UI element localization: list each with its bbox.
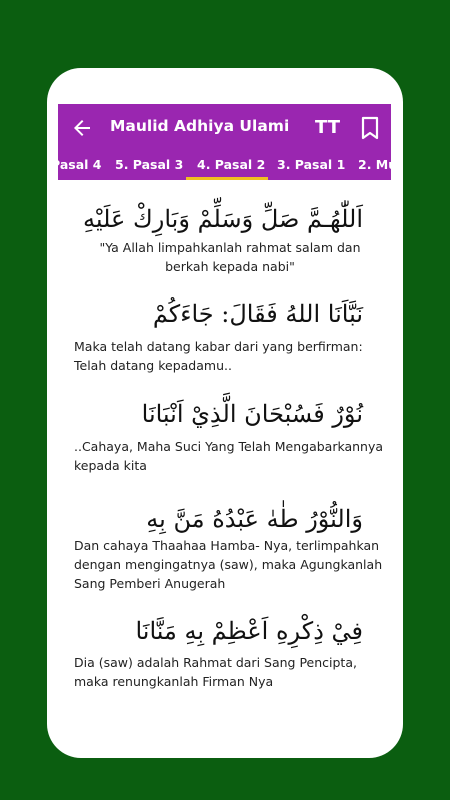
verse-translation: Dan cahaya Thaahaa Hamba- Nya, terlimpahkan dengan mengingatnya (saw), maka Agungkanlah Sang Pemberi Anugerah xyxy=(74,538,383,591)
verse-translation: Dia (saw) adalah Rahmat dari Sang Pencipta, maka renungkanlah Firman Nya xyxy=(74,655,357,689)
text-size-icon[interactable]: TT xyxy=(315,117,340,138)
verse-translation: ..Cahaya, Maha Suci Yang Telah Mengabarkannya kepada kita xyxy=(74,439,384,473)
verse-arabic: نُوْرٌ فَسُبْحَانَ الَّذِيْ اَنْبَانَا xyxy=(141,400,363,428)
arrow-left-icon[interactable] xyxy=(70,116,94,140)
verse-translation: "Ya Allah limpahkanlah rahmat salam dan berkah kepada nabi" xyxy=(99,240,361,274)
verse-arabic: اَللّٰهُـمَّ صَلِّ وَسَلِّمْ وَبَارِكْ عَلَيْهِ xyxy=(82,205,363,233)
tab-pasal-2[interactable]: 4. Pasal 2 xyxy=(186,152,268,180)
tab-pasal-4[interactable]: Pasal 4 xyxy=(51,157,102,172)
app-bar xyxy=(58,104,391,152)
verse-arabic: فِيْ ذِكْرِهِ اَعْظِمْ بِهِ مَنَّانَا xyxy=(135,617,363,645)
page-title: Maulid Adhiya Ulami xyxy=(110,117,290,135)
verse-arabic: نَبَّاَنَا اللهُ فَقَالَ: جَاءَكُمْ xyxy=(152,300,363,328)
phone-screen xyxy=(47,68,403,758)
verse-translation: Maka telah datang kabar dari yang berfirman: Telah datang kepadamu.. xyxy=(74,339,363,373)
bookmark-icon[interactable] xyxy=(360,116,380,140)
tab-bar xyxy=(51,152,398,180)
verse-arabic: وَالنُّوْرُ طٰهٰ عَبْدُهُ مَنَّ بِهِ xyxy=(146,505,363,533)
tab-pasal-3[interactable]: 5. Pasal 3 xyxy=(115,157,184,172)
tab-mu[interactable]: 2. Mu xyxy=(358,157,398,172)
tab-pasal-1[interactable]: 3. Pasal 1 xyxy=(277,157,346,172)
